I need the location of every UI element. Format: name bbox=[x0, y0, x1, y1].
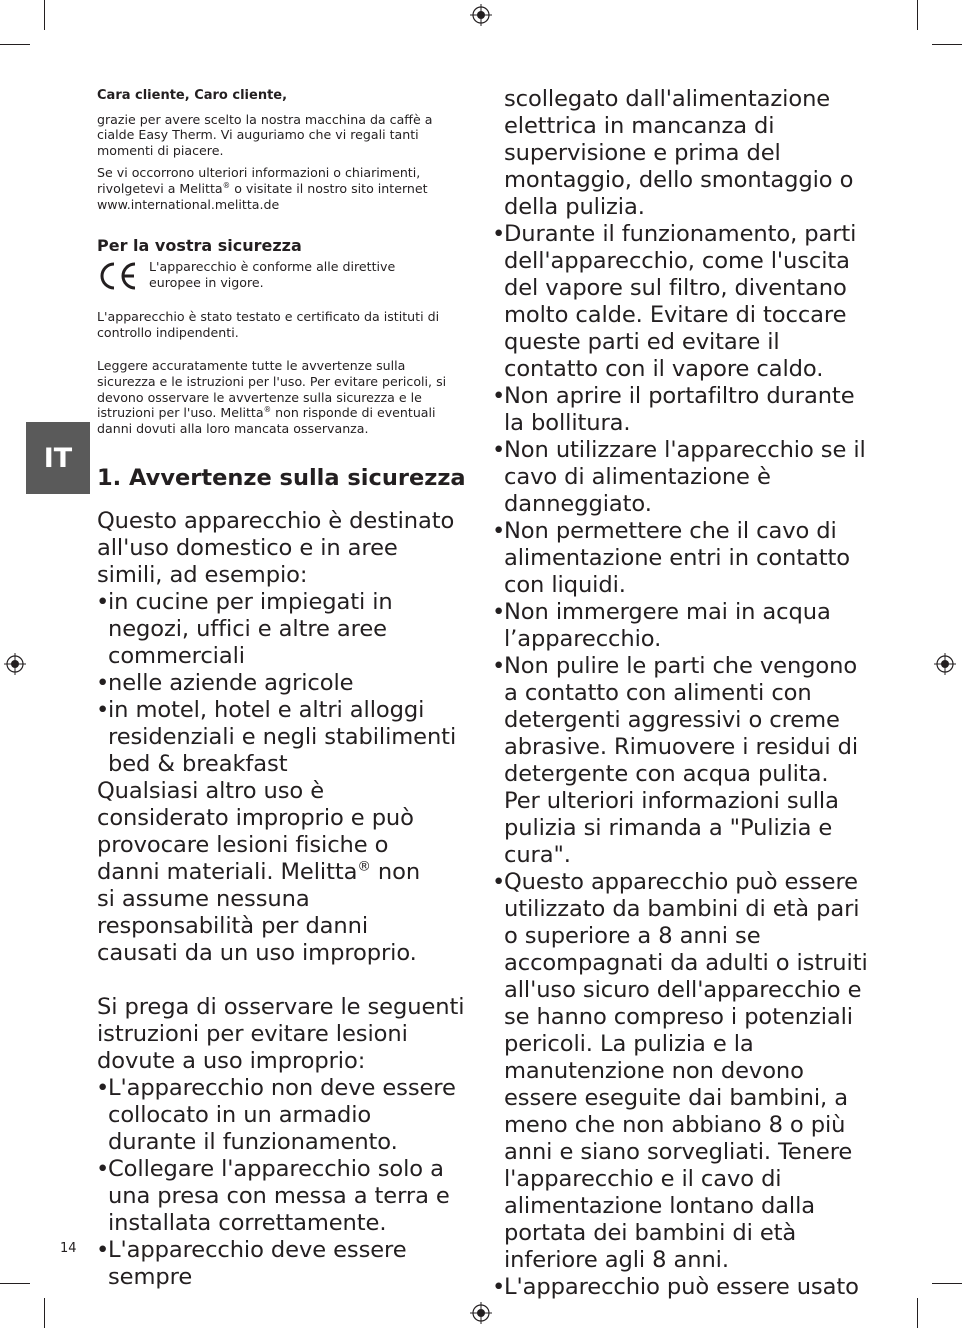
language-tab bbox=[26, 422, 90, 494]
list-item: • L'apparecchio non deve essere collocato in un armadio durante il funzionamento. bbox=[97, 1075, 461, 1156]
list-item: • Non aprire il portafiltro durante la bollitura. bbox=[493, 383, 868, 437]
language-tab-label: IT bbox=[43, 442, 73, 474]
right-column bbox=[493, 86, 868, 1301]
uses-list bbox=[97, 589, 469, 778]
read-text-a: Leggere accuratamente tutte le avvertenze sulla sicurezza e le istruzioni per l'uso. Per evitare pericoli, si devono osservare le avvertenze sulla sicurezza e le istruzioni per l'uso. Melitta bbox=[97, 358, 447, 421]
list-item: • Questo apparecchio può essere utilizzato da bambini di età pari o superiore a 8 anni se accompagnati da adulti o istruiti all'uso sicuro dell'apparecchio e se hanno compreso i potenziali pericoli. La pulizia e la manutenzione non devono essere eseguite dai bambini, a meno che non abbiano 8 o più anni e siano sorvegliati. Tenere l'apparecchio e il cavo di alimentazione lontano dalla portata dei bambini di età inferiore agli 8 anni. bbox=[493, 869, 868, 1274]
contact-text-b: o visitate il nostro sito internet www.international.melitta.de bbox=[97, 180, 428, 212]
improper-use-text bbox=[97, 778, 442, 967]
list-item: • Non pulire le parti che vengono a contatto con alimenti con detergenti aggressivi o creme abrasive. Rimuovere i residui di detergente con acqua pulita. Per ulteriori informazioni sulla pulizia si rimanda a "Pulizia e cura". bbox=[493, 653, 868, 869]
crop-mark bbox=[917, 0, 918, 30]
read-text-b: non risponde di eventuali danni dovuti alla loro mancata osservanza. bbox=[97, 405, 436, 436]
left-column bbox=[97, 88, 469, 1291]
warnings-list-right bbox=[493, 221, 868, 1301]
crop-mark bbox=[932, 1283, 962, 1284]
list-item: • L'apparecchio deve essere sempre bbox=[97, 1237, 461, 1291]
ce-row bbox=[97, 259, 469, 291]
section-intro: Questo apparecchio è destinato all'uso domestico e in aree simili, ad esempio: bbox=[97, 508, 455, 589]
crop-mark bbox=[0, 1283, 30, 1284]
ce-mark-icon bbox=[97, 261, 139, 291]
improper-text-a: Qualsiasi altro uso è considerato improprio e può provocare lesioni fisiche o danni materiali. Melitta bbox=[97, 778, 414, 886]
continuation-text: scollegato dall'alimentazione elettrica in mancanza di supervisione e prima del montaggio, dello smontaggio o della pulizia. bbox=[504, 86, 854, 220]
list-item: • Non utilizzare l'apparecchio se il cavo di alimentazione è danneggiato. bbox=[493, 437, 868, 518]
greeting: Cara cliente, Caro cliente, bbox=[97, 88, 288, 103]
crop-mark bbox=[0, 44, 30, 45]
crop-mark bbox=[917, 1298, 918, 1328]
section-title: 1. Avvertenze sulla sicurezza bbox=[97, 465, 466, 492]
list-item: • Non permettere che il cavo di alimentazione entri in contatto con liquidi. bbox=[493, 518, 868, 599]
contact-text bbox=[97, 165, 469, 212]
list-item: • L'apparecchio può essere usato bbox=[493, 1274, 868, 1301]
registered-mark: ® bbox=[263, 404, 272, 414]
observe-text: Si prega di osservare le seguenti istruzioni per evitare lesioni dovute a uso improprio: bbox=[97, 994, 465, 1075]
registration-mark-icon bbox=[934, 653, 956, 675]
improper-text-b: non si assume nessuna responsabilità per danni causati da un uso improprio. bbox=[97, 859, 421, 967]
registration-mark-icon bbox=[4, 653, 26, 675]
page-number: 14 bbox=[60, 1241, 77, 1256]
registration-mark-icon bbox=[470, 1302, 492, 1324]
crop-mark bbox=[932, 44, 962, 45]
registered-mark: ® bbox=[222, 180, 231, 190]
thanks-text: grazie per avere scelto la nostra macchina da caffè a cialde Easy Therm. Vi auguriamo che vi regali tanti momenti di piacere. bbox=[97, 111, 433, 158]
crop-mark bbox=[44, 1298, 45, 1328]
read-instructions-text bbox=[97, 358, 462, 436]
list-item: • in motel, hotel e altri alloggi residenziali e negli stabilimenti bed & breakfast bbox=[97, 697, 469, 778]
registration-mark-icon bbox=[470, 4, 492, 26]
contact-text-a: Se vi occorrono ulteriori informazioni o chiarimenti, rivolgetevi a Melitta bbox=[97, 165, 421, 196]
ce-text: L'apparecchio è conforme alle direttive europee in vigore. bbox=[149, 259, 396, 290]
crop-mark bbox=[44, 0, 45, 30]
list-item: • Non immergere mai in acqua l’apparecchio. bbox=[493, 599, 868, 653]
list-item: • Durante il funzionamento, parti dell'apparecchio, come l'uscita del vapore sul filtro, diventano molto calde. Evitare di toccare queste parti ed evitare il contatto con il vapore caldo. bbox=[493, 221, 868, 383]
tested-text: L'apparecchio è stato testato e certificato da istituti di controllo indipendenti. bbox=[97, 309, 440, 340]
safety-heading: Per la vostra sicurezza bbox=[97, 236, 302, 256]
warnings-list-left bbox=[97, 1075, 461, 1291]
list-item: • nelle aziende agricole bbox=[97, 670, 469, 697]
list-item: • in cucine per impiegati in negozi, uffici e altre aree commerciali bbox=[97, 589, 469, 670]
registered-mark: ® bbox=[357, 858, 371, 875]
list-item: • Collegare l'apparecchio solo a una presa con messa a terra e installata correttamente. bbox=[97, 1156, 461, 1237]
